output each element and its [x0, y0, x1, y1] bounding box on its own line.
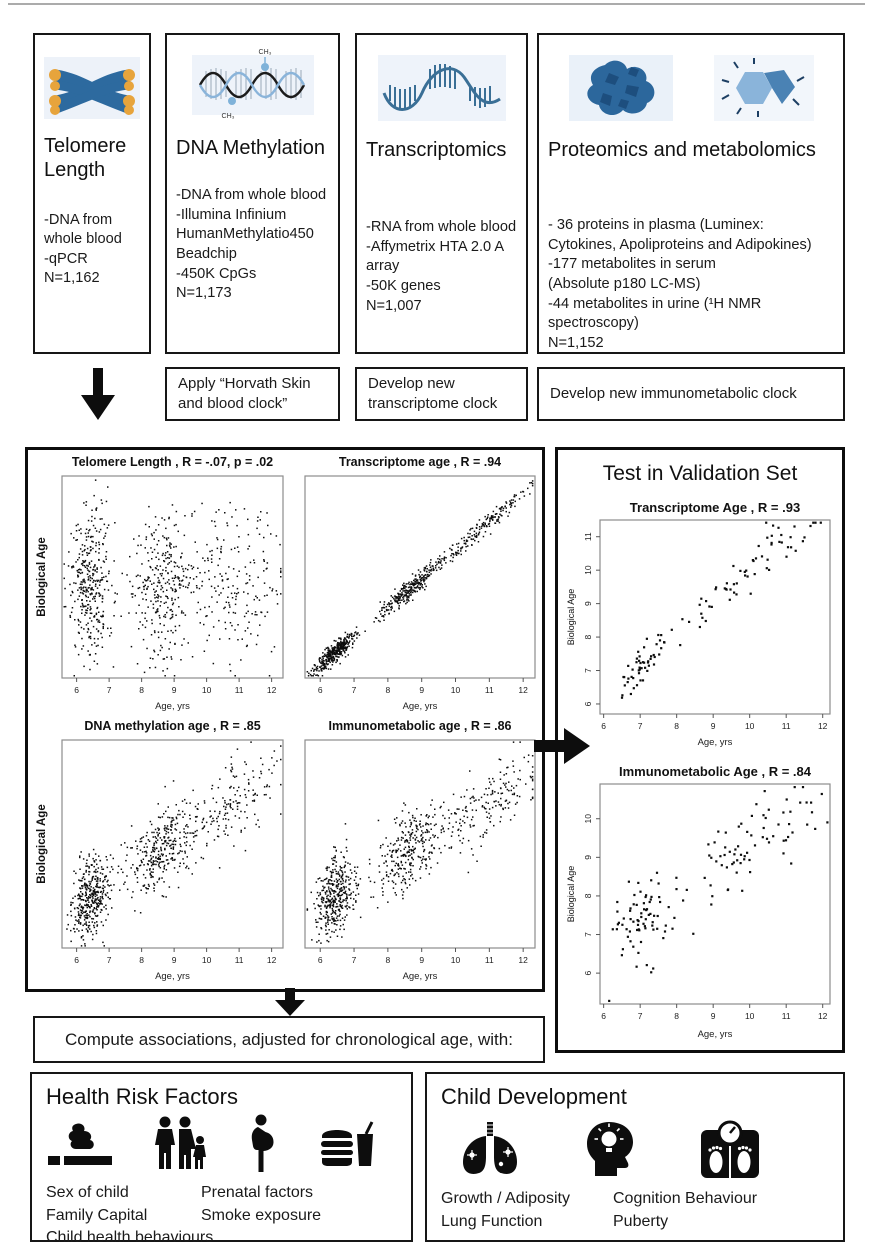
svg-text:12: 12: [817, 721, 828, 731]
svg-text:8: 8: [139, 685, 144, 695]
svg-text:10: 10: [583, 814, 593, 824]
spec-line: -DNA from whole blood: [44, 211, 122, 248]
right-arrow-icon: [534, 726, 592, 766]
outcome-item: Smoke exposure: [201, 1206, 322, 1224]
svg-text:9: 9: [583, 601, 593, 606]
scatter-transcriptome-age: [294, 452, 542, 714]
panel-title: DNA Methylation: [176, 137, 325, 159]
outcome-item: Family Capital: [46, 1206, 148, 1224]
svg-text:9: 9: [710, 721, 716, 731]
scatter-telomere-length: [34, 452, 290, 714]
svg-text:7: 7: [583, 932, 593, 937]
svg-text:7: 7: [351, 955, 357, 965]
outcome-item: Child health behaviours: [46, 1229, 214, 1247]
svg-text:10: 10: [744, 1011, 755, 1021]
svg-text:11: 11: [583, 532, 593, 542]
svg-text:Age, yrs: Age, yrs: [697, 1029, 733, 1040]
svg-text:11: 11: [484, 955, 494, 965]
validation-title: Test in Validation Set: [602, 462, 798, 485]
svg-text:12: 12: [518, 685, 528, 695]
molecule-icon: [714, 55, 814, 121]
scatter-dna-methylation-age: [34, 716, 290, 984]
panel-title: Telomere Length: [44, 135, 127, 182]
dna-methylation-icon: [192, 47, 314, 121]
svg-text:6: 6: [317, 955, 323, 965]
down-arrow-icon: [80, 368, 116, 420]
scatter-validation-transcriptome: [563, 498, 838, 750]
svg-text:7: 7: [637, 721, 643, 731]
spec-line: N=1,173: [176, 285, 232, 302]
panel-transcriptomics: [355, 33, 528, 354]
svg-text:8: 8: [385, 955, 391, 965]
outcome-item: Sex of child: [46, 1184, 129, 1201]
svg-text:10: 10: [201, 955, 212, 965]
svg-text:10: 10: [450, 685, 461, 695]
outcome-item: Lung Function: [441, 1212, 543, 1230]
spec-line: -Affymetrix HTA 2.0 A array: [366, 238, 504, 275]
spec-line: -177 metabolites in serum: [548, 256, 716, 273]
step-label: Develop new transcriptome clock: [368, 374, 498, 412]
svg-text:11: 11: [484, 685, 494, 695]
compute-associations-box: [33, 1016, 545, 1063]
step-transcriptome-clock: [355, 367, 528, 421]
svg-text:Age, yrs: Age, yrs: [697, 737, 733, 748]
spec-line: -450K CpGs: [176, 265, 257, 282]
svg-text:6: 6: [601, 721, 607, 731]
top-rule-divider: [8, 3, 865, 5]
fast-food-icon: [314, 1120, 376, 1172]
methyl-label: CH₃: [258, 49, 271, 56]
svg-text:12: 12: [518, 955, 528, 965]
spec-line: -44 metabolites in urine (¹H NMR spectroscopy): [548, 295, 762, 332]
outcome-title: Child Development: [441, 1084, 627, 1109]
spec-line: -Illumina Infinium HumanMethylatio450 Beadchip: [176, 206, 314, 263]
spec-line: -qPCR: [44, 250, 88, 267]
scatter-immunometabolic-age: [294, 716, 542, 984]
svg-text:11: 11: [781, 721, 791, 731]
svg-text:11: 11: [781, 1011, 791, 1021]
svg-text:Age, yrs: Age, yrs: [402, 971, 438, 982]
svg-text:9: 9: [171, 685, 177, 695]
svg-text:9: 9: [419, 685, 425, 695]
panel-proteomics-metabolomics: [537, 33, 845, 354]
svg-text:Transcriptome age , R = .94: Transcriptome age , R = .94: [338, 455, 502, 469]
spec-line: - 36 proteins in plasma (Luminex: Cytokines, Apoliproteins and Adipokines): [548, 217, 812, 253]
panel-dna-methylation: [165, 33, 340, 354]
protein-icon: [569, 55, 673, 121]
svg-text:Biological Age: Biological Age: [36, 537, 48, 617]
svg-text:Age, yrs: Age, yrs: [155, 701, 190, 712]
chromosome-icon: [44, 57, 140, 119]
svg-text:Immunometabolic age , R = .86: Immunometabolic age , R = .86: [328, 719, 512, 733]
svg-text:8: 8: [583, 893, 593, 899]
svg-text:6: 6: [601, 1011, 607, 1021]
panel-title: Proteomics and metabolomics: [548, 139, 816, 161]
panel-telomere-length: [33, 33, 151, 354]
svg-text:6: 6: [583, 970, 593, 976]
outcome-item: Prenatal factors: [201, 1184, 314, 1201]
lungs-icon: [457, 1122, 523, 1178]
svg-text:10: 10: [450, 955, 461, 965]
spec-line: -RNA from whole blood: [366, 219, 517, 236]
spec-line: N=1,007: [366, 297, 422, 314]
step-horvath-clock: [165, 367, 340, 421]
svg-text:8: 8: [385, 685, 391, 695]
outcome-title: Health Risk Factors: [46, 1084, 238, 1109]
svg-text:8: 8: [674, 721, 680, 731]
outcome-item: Growth / Adiposity: [441, 1190, 570, 1207]
step-label: Apply “Horvath Skin and blood clock”: [178, 374, 311, 412]
svg-text:9: 9: [171, 955, 177, 965]
spec-line: -50K genes: [366, 278, 441, 295]
pregnant-woman-icon: [246, 1114, 280, 1172]
outcome-item: Puberty: [613, 1212, 669, 1230]
svg-text:Biological Age: Biological Age: [566, 865, 576, 923]
svg-text:9: 9: [710, 1011, 716, 1021]
svg-text:10: 10: [744, 721, 755, 731]
svg-text:DNA methylation age , R = .85: DNA methylation age , R = .85: [84, 719, 261, 733]
cigarette-icon: [46, 1122, 118, 1172]
svg-text:7: 7: [637, 1011, 643, 1021]
svg-text:11: 11: [234, 955, 244, 965]
svg-text:8: 8: [139, 955, 144, 965]
svg-text:11: 11: [234, 685, 244, 695]
health-risk-factors-box: [30, 1072, 413, 1247]
panel-title: Transcriptomics: [366, 139, 507, 161]
child-development-box: [425, 1072, 845, 1242]
svg-text:9: 9: [419, 955, 425, 965]
down-arrow-icon: [272, 988, 308, 1016]
outcome-item: Cognition Behaviour: [613, 1190, 758, 1207]
svg-text:8: 8: [583, 634, 593, 640]
family-icon: [152, 1116, 212, 1172]
svg-text:7: 7: [351, 685, 357, 695]
methyl-label: CH₃: [221, 113, 234, 120]
svg-text:7: 7: [106, 685, 112, 695]
svg-text:7: 7: [106, 955, 112, 965]
svg-text:12: 12: [266, 955, 277, 965]
svg-text:10: 10: [583, 565, 593, 575]
spec-line: -DNA from whole blood: [176, 187, 327, 204]
svg-text:9: 9: [583, 854, 593, 860]
svg-text:8: 8: [674, 1011, 680, 1021]
rna-strand-icon: [378, 55, 506, 121]
spec-line: (Absolute p180 LC-MS): [548, 276, 701, 293]
svg-text:6: 6: [583, 701, 593, 707]
svg-text:12: 12: [266, 685, 277, 695]
spec-line: N=1,162: [44, 270, 100, 287]
svg-text:Biological Age: Biological Age: [566, 588, 576, 646]
svg-text:Telomere Length , R = -.07, p: Telomere Length , R = -.07, p = .02: [71, 455, 274, 469]
svg-text:Biological Age: Biological Age: [36, 804, 48, 884]
svg-text:12: 12: [817, 1011, 828, 1021]
svg-text:7: 7: [583, 668, 593, 673]
scatter-validation-immunometabolic: [563, 762, 838, 1042]
cognition-head-icon: [585, 1120, 637, 1178]
svg-text:Immunometabolic Age , R = .84: Immunometabolic Age , R = .84: [618, 764, 812, 779]
weight-scale-icon: [699, 1120, 761, 1178]
svg-text:Transcriptome Age , R = .93: Transcriptome Age , R = .93: [629, 500, 801, 515]
spec-line: N=1,152: [548, 334, 604, 351]
step-label: Develop new immunometabolic clock: [550, 384, 797, 402]
svg-text:Age, yrs: Age, yrs: [155, 971, 190, 982]
compute-associations-label: Compute associations, adjusted for chronological age, with:: [65, 1029, 513, 1049]
svg-text:6: 6: [74, 955, 79, 965]
svg-text:6: 6: [74, 685, 79, 695]
svg-text:6: 6: [317, 685, 323, 695]
step-immunometabolic-clock: [537, 367, 845, 421]
svg-text:Age, yrs: Age, yrs: [402, 701, 438, 712]
svg-text:10: 10: [201, 685, 212, 695]
